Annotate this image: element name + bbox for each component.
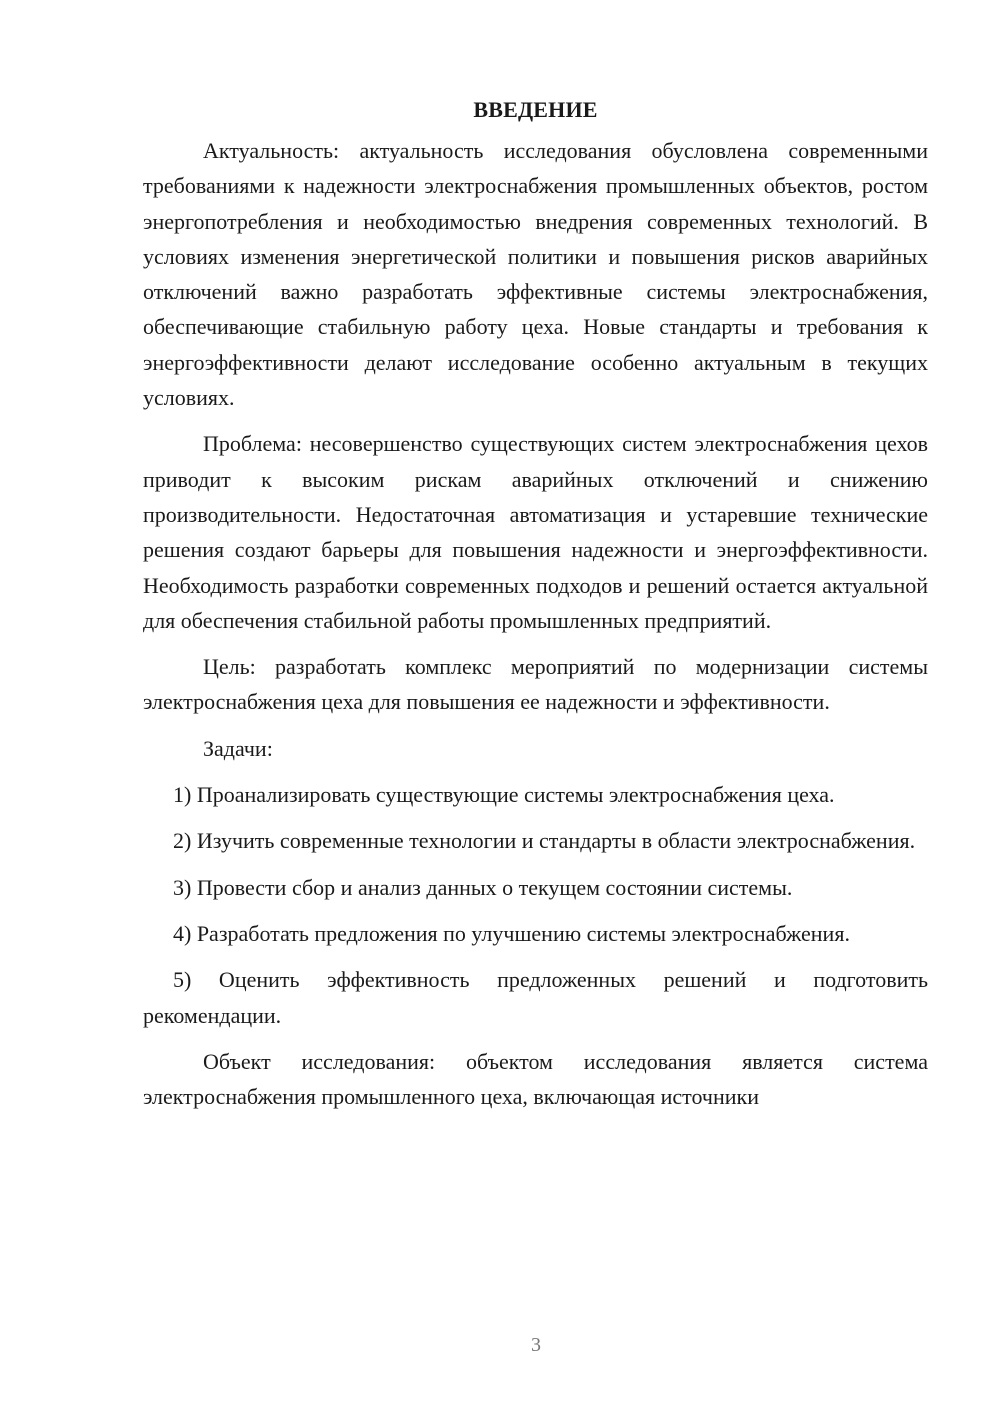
relevance-paragraph: Актуальность: актуальность исследования обусловлена современными требованиями к надежности электроснабжения промышленных объектов, ростом энергопотребления и необходимостью внедрения современных технологий. В условиях изменения энергетической политики и повышения рисков аварийных отключений важно разработать эффективные системы электроснабжения, обеспечивающие стабильную работу цеха. Новые стандарты и требования к энергоэффективности делают исследование особенно актуальным в текущих условиях. <box>143 138 928 411</box>
task-item-2: 2) Изучить современные технологии и стандарты в области электроснабжения. <box>173 828 916 854</box>
object-paragraph: Объект исследования: объектом исследования является система электроснабжения промышленного цеха, включающая источники <box>143 1048 928 1110</box>
problem-paragraph: Проблема: несовершенство существующих систем электроснабжения цехов приводит к высоким рискам аварийных отключений и снижению производительности. Недостаточная автоматизация и устаревшие технические решения создают барьеры для повышения надежности и энергоэффективности. Необходимость разработки современных подходов и решений остается актуальной для обеспечения стабильной работы промышленных предприятий. <box>143 431 928 633</box>
task-item-4: 4) Разработать предложения по улучшению системы электроснабжения. <box>173 920 850 946</box>
goal-paragraph: Цель: разработать комплекс мероприятий по модернизации системы электроснабжения цеха для повышения ее надежности и эффективности. <box>143 654 928 715</box>
document-page <box>143 92 928 1114</box>
task-item-3: 3) Провести сбор и анализ данных о текущем состоянии системы. <box>173 874 793 900</box>
page-number: 3 <box>531 1334 541 1356</box>
section-heading: ВВЕДЕНИЕ <box>473 97 598 122</box>
tasks-label: Задачи: <box>203 735 273 761</box>
task-item-1: 1) Проанализировать существующие системы электроснабжения цеха. <box>173 782 835 808</box>
task-item-5: 5) Оценить эффективность предложенных решений и подготовить рекомендации. <box>143 967 928 1028</box>
